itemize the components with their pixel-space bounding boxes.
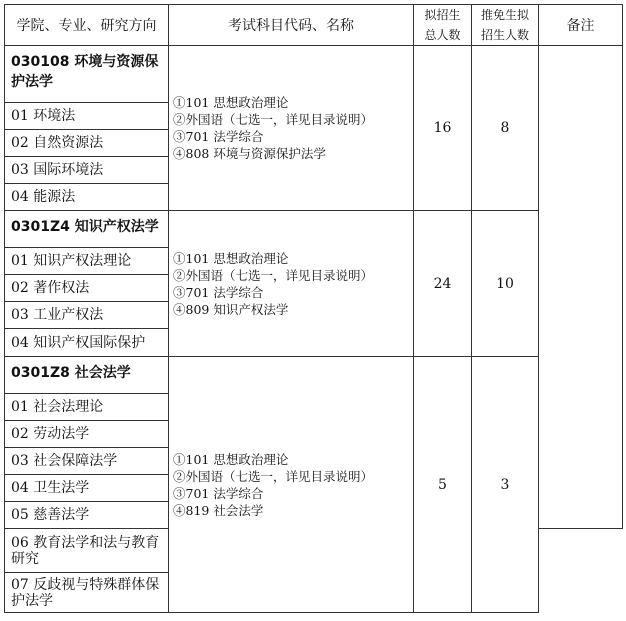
subject-line: ④819 社会法学: [173, 502, 264, 518]
major-name: 0301Z8 社会法学: [5, 357, 169, 394]
subject-line: ①101 思想政治理论: [173, 250, 289, 266]
header-exempt-line2: 招生人数: [480, 28, 529, 42]
research-direction: 01 知识产权法理论: [5, 248, 169, 275]
research-direction: 02 自然资源法: [5, 130, 169, 157]
enrollment-table: [4, 4, 623, 613]
planned-count: 16: [414, 46, 472, 211]
header-planned-line1: 拟招生: [424, 8, 461, 22]
table-row: [5, 211, 623, 248]
research-direction: 06 教育法学和法与教育研究: [5, 529, 169, 573]
subject-line: ④809 知识产权法学: [173, 301, 289, 317]
header-exempt-line1: 推免生拟: [480, 8, 529, 22]
exempt-count: 10: [472, 211, 539, 357]
major-name: 0301Z4 知识产权法学: [5, 211, 169, 248]
header-row: [5, 5, 623, 46]
table-row: [5, 46, 623, 103]
research-direction: 07 反歧视与特殊群体保护法学: [5, 573, 169, 613]
subject-line: ④808 环境与资源保护法学: [173, 146, 326, 161]
header-subjects: 考试科目代码、名称: [169, 5, 414, 46]
header-exempt: [472, 5, 539, 46]
research-direction: 01 社会法理论: [5, 394, 169, 421]
planned-count: 5: [414, 357, 472, 613]
major-name: 030108 环境与资源保护法学: [5, 46, 169, 103]
subject-line: ②外国语（七选一，详见目录说明）: [173, 112, 374, 127]
subject-line: ②外国语（七选一，详见目录说明）: [173, 267, 374, 283]
research-direction: 03 工业产权法: [5, 302, 169, 329]
research-direction: 02 劳动法学: [5, 421, 169, 448]
subject-line: ③701 法学综合: [173, 284, 264, 300]
exam-subjects: [169, 211, 414, 357]
exam-subjects: [169, 357, 414, 613]
subject-line: ②外国语（七选一，详见目录说明）: [173, 468, 374, 484]
research-direction: 05 慈善法学: [5, 502, 169, 529]
header-note: 备注: [539, 5, 623, 46]
exam-subjects: [169, 46, 414, 211]
subject-line: ①101 思想政治理论: [173, 95, 289, 110]
research-direction: 01 环境法: [5, 103, 169, 130]
header-direction: 学院、专业、研究方向: [5, 5, 169, 46]
note-cell: [539, 46, 623, 529]
research-direction: 04 卫生法学: [5, 475, 169, 502]
research-direction: 03 社会保障法学: [5, 448, 169, 475]
exempt-count: 3: [472, 357, 539, 613]
header-planned: [414, 5, 472, 46]
planned-count: 24: [414, 211, 472, 357]
research-direction: 04 能源法: [5, 184, 169, 211]
table-row: [5, 357, 623, 394]
header-planned-line2: 总人数: [424, 28, 461, 42]
exempt-count: 8: [472, 46, 539, 211]
research-direction: 02 著作权法: [5, 275, 169, 302]
research-direction: 03 国际环境法: [5, 157, 169, 184]
subject-line: ③701 法学综合: [173, 485, 264, 501]
subject-line: ③701 法学综合: [173, 129, 264, 144]
subject-line: ①101 思想政治理论: [173, 451, 289, 467]
research-direction: 04 知识产权国际保护: [5, 329, 169, 357]
